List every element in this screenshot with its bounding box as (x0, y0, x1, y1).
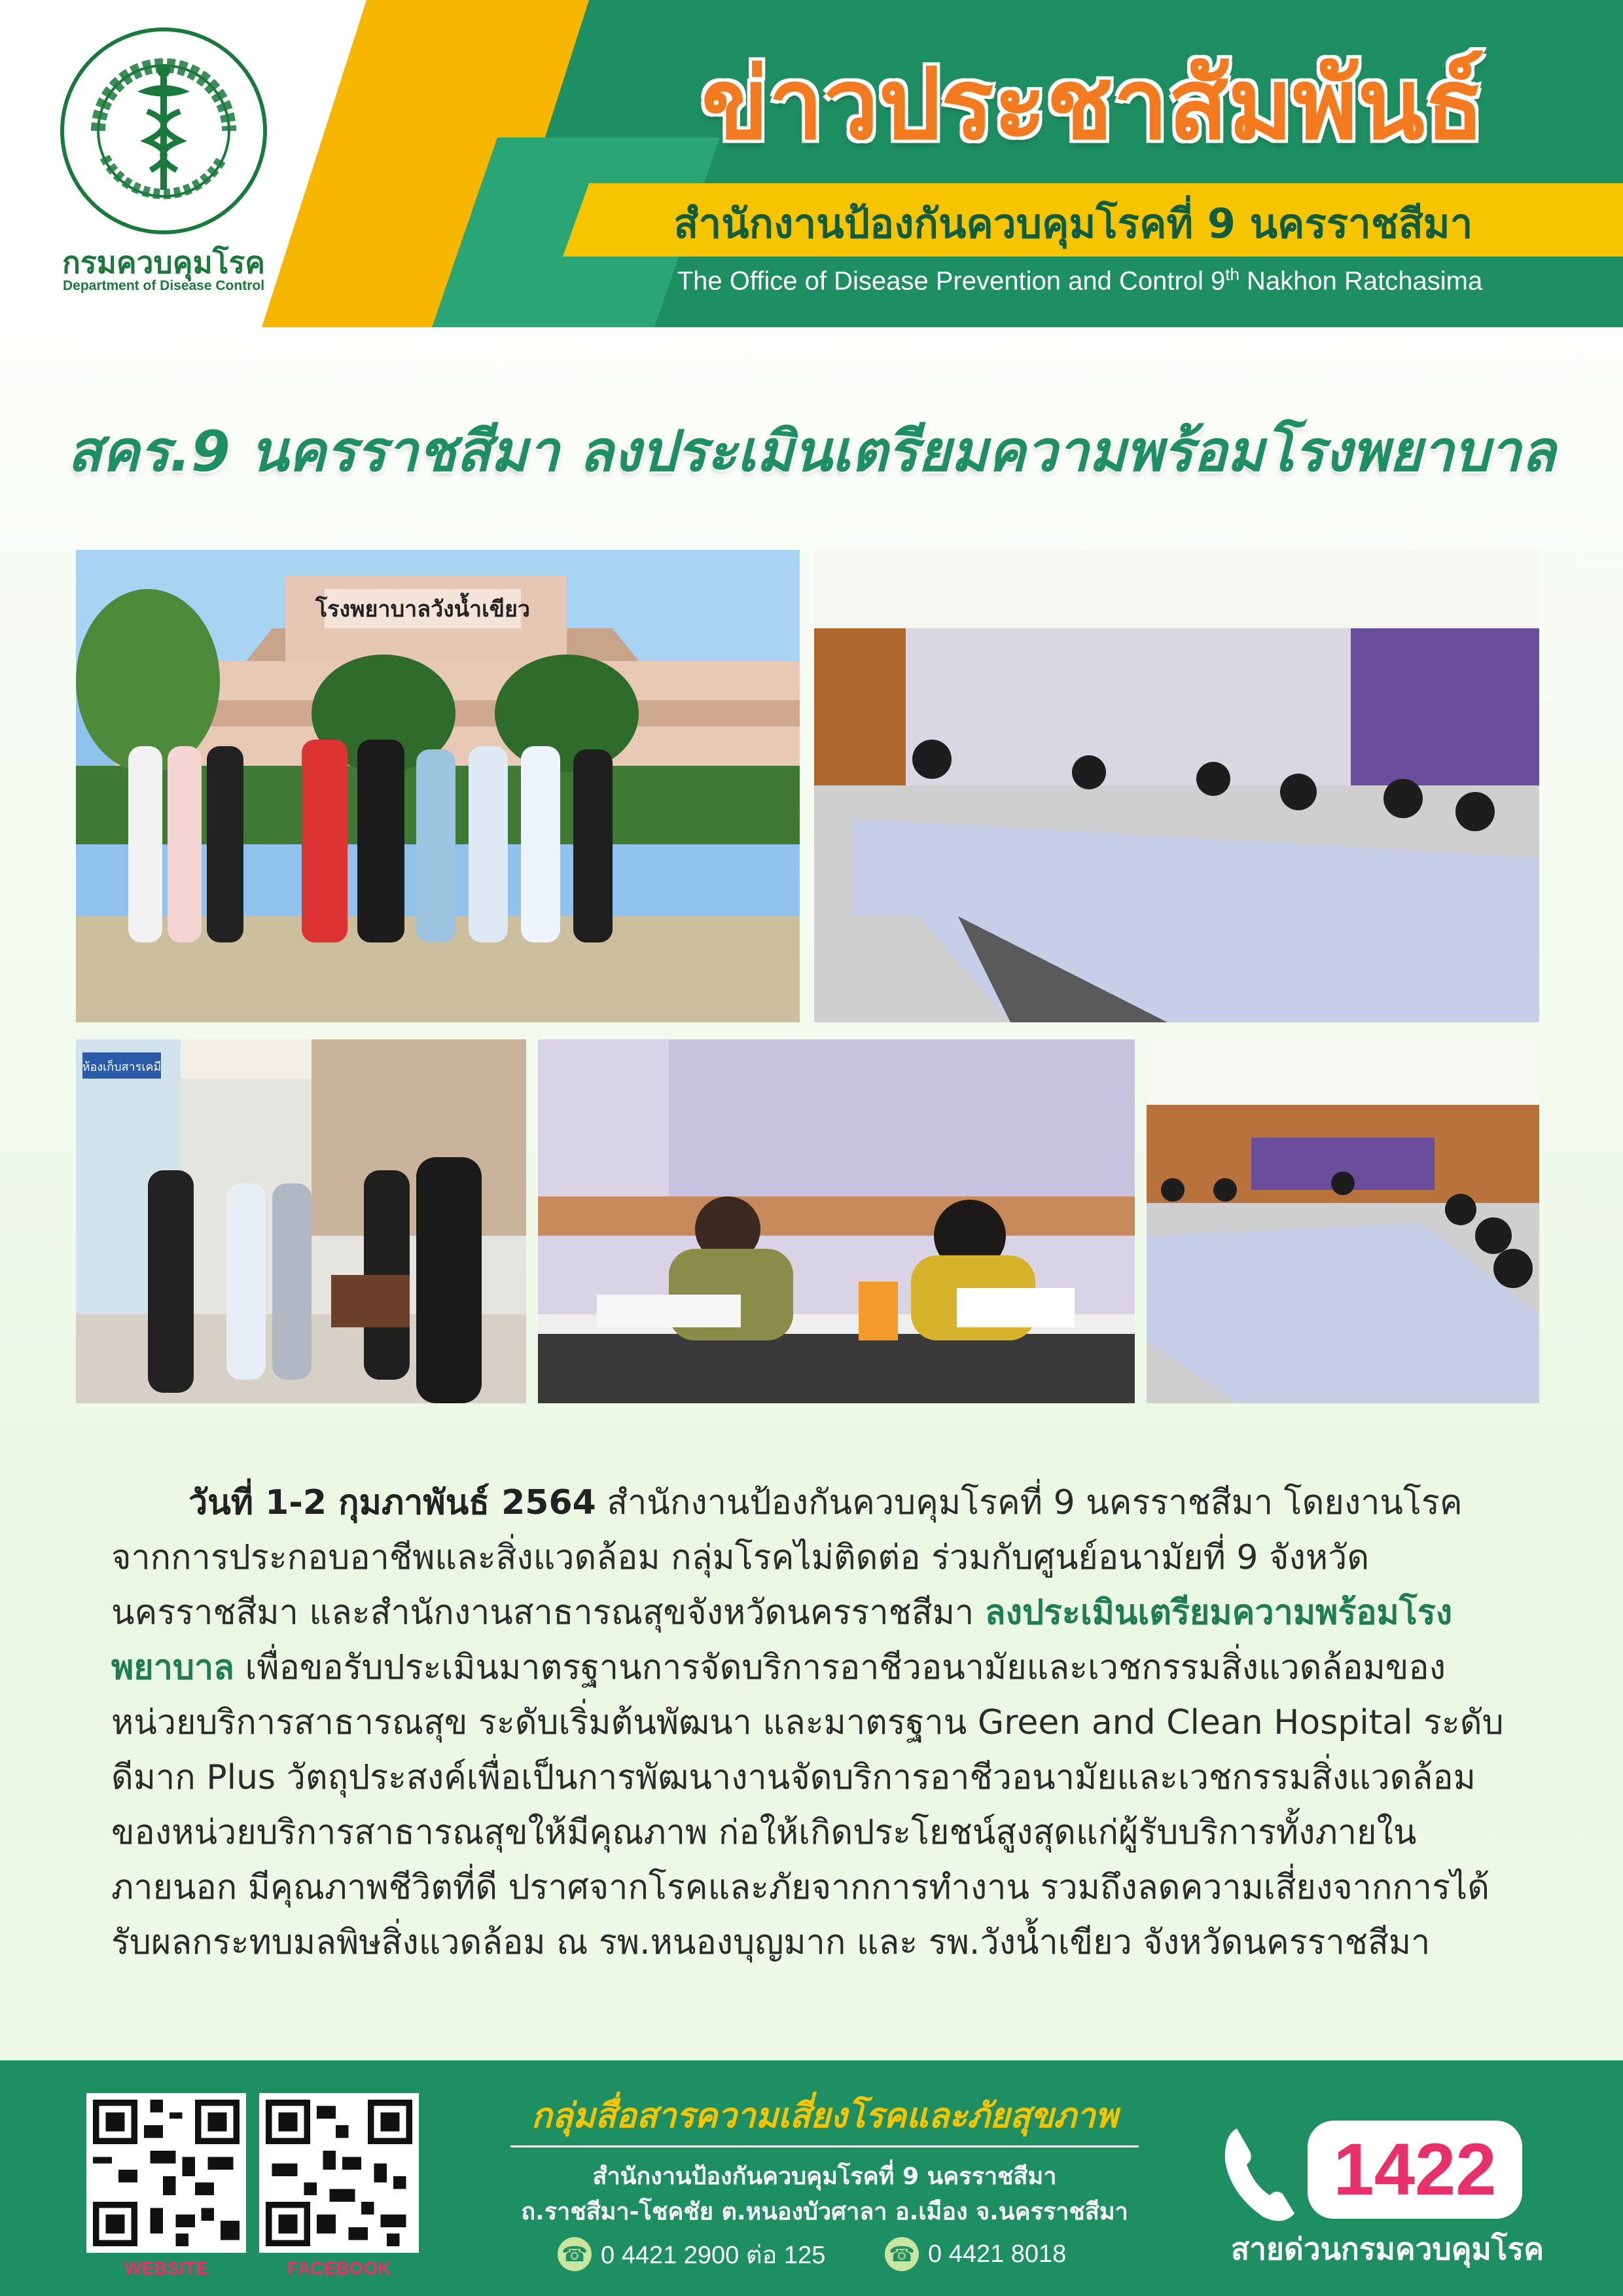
footer-address: ถ.ราชสีมา-โชคชัย ต.หนองบัวศาลา อ.เมือง จ.นครราชสีมา (521, 2198, 1128, 2225)
photo-document-review (538, 1039, 1135, 1403)
phone-1-number: 0 4421 2900 ต่อ 125 (601, 2241, 826, 2269)
chemical-room-sign: ห้องเก็บสารเคมี (82, 1060, 162, 1074)
event-date: วันที่ 1-2 กุมภาพันธ์ 2564 (188, 1483, 596, 1522)
headline: สคร.9 นครราชสีมา ลงประเมินเตรียมความพร้อมโรงพยาบาล (67, 419, 1556, 484)
logo-title-en: Department of Disease Control (62, 278, 265, 293)
qr-icon (86, 2093, 246, 2253)
hospital-sign-text: โรงพยาบาลวังน้ำเขียว (315, 596, 530, 622)
phone-2-number: 0 4421 8018 (928, 2240, 1067, 2268)
facebook-label[interactable]: FACEBOOK (287, 2258, 391, 2278)
website-qr-code[interactable] (86, 2093, 246, 2253)
photo-meeting-room-side (1147, 1039, 1539, 1403)
phone-icon: ☎ (885, 2237, 919, 2271)
hotline-phone-icon (1217, 2115, 1309, 2227)
ddc-logo (52, 26, 275, 301)
facebook-qr-code[interactable] (259, 2093, 419, 2253)
photo-group-hospital-entrance (76, 550, 800, 1022)
footer-divider (510, 2145, 1139, 2147)
qr-icon (259, 2093, 419, 2253)
hotline-caption: สายด่วนกรมควบคุมโรค (1231, 2231, 1544, 2267)
office-en-text: The Office of Disease Prevention and Control 9 (677, 266, 1226, 296)
office-name-th: สำนักงานป้องกันควบคุมโรคที่ 9 นครราชสีมา (673, 200, 1473, 247)
hotline-number[interactable]: 1422 (1308, 2121, 1522, 2219)
phone-icon: ☎ (558, 2237, 592, 2271)
photo-inspection-corridor (76, 1039, 526, 1403)
website-label[interactable]: WEBSITE (124, 2258, 208, 2278)
body-part-1: สำนักงานป้องกันควบคุมโรคที่ 9 นครราชสีมา โดยงานโรคจากการประกอบอาชีพและสิ่งแวดล้อม กลุ่มโรคไม่ติดต่อ ร่วมกับศูนย์อนามัยที่ 9 จังหวัดนครราชสีมา และสำนักงานสาธารณสุขจังหวัดนครราชสีมา (111, 1483, 1463, 1632)
ministry-seal-icon (59, 26, 268, 236)
office-en-city: Nakhon Ratchasima (1239, 266, 1483, 296)
header-banner (0, 0, 1623, 327)
office-en-sup: th (1225, 264, 1240, 284)
photo-meeting-room-wide (814, 550, 1539, 1022)
office-name-en (615, 264, 1544, 296)
footer-phone-2[interactable] (885, 2236, 1066, 2272)
footer-office: สำนักงานป้องกันควบคุมโรคที่ 9 นครราชสีมา (592, 2163, 1057, 2190)
body-highlight: ลงประเมินเตรียมความพร้อมโรงพยาบาล (111, 1593, 1453, 1687)
news-title: ข่าวประชาสัมพันธ์ (701, 48, 1485, 162)
logo-title-th: กรมควบคุมโรค (62, 245, 265, 280)
footer-group-title: กลุ่มสื่อสารความเสี่ยงโรคและภัยสุขภาพ (531, 2096, 1118, 2136)
body-part-2: เพื่อขอรับประเมินมาตรฐานการจัดบริการอาชีวอนามัยและเวชกรรมสิ่งแวดล้อมของหน่วยบริการสาธารณสุข ระดับเริ่มต้นพัฒนา และมาตรฐาน Green and Clean Hospital ระดับดีมาก Plus วัตถุประสงค์เพื่อเป็นการพัฒนางานจัดบริการอาชีวอนามัยและเวชกรรมสิ่งแวดล้อมของหน่วยบริการสาธารณสุขให้มีคุณภาพ ก่อให้เกิดประโยชน์สูงสุดแก่ผู้รับบริการทั้งภายใน ภายนอก มีคุณภาพชีวิตที่ดี ปราศจากโรคและภัยจากการทำงาน รวมถึงลดความเสี่ยงจากการได้รับผลกระทบมลพิษสิ่งแวดล้อม ณ รพ.หนองบุญมาก และ รพ.วังน้ำเขียว จังหวัดนครราชสีมา (111, 1648, 1504, 1962)
footer-phone-1[interactable] (558, 2236, 825, 2272)
article-body (111, 1475, 1505, 1970)
